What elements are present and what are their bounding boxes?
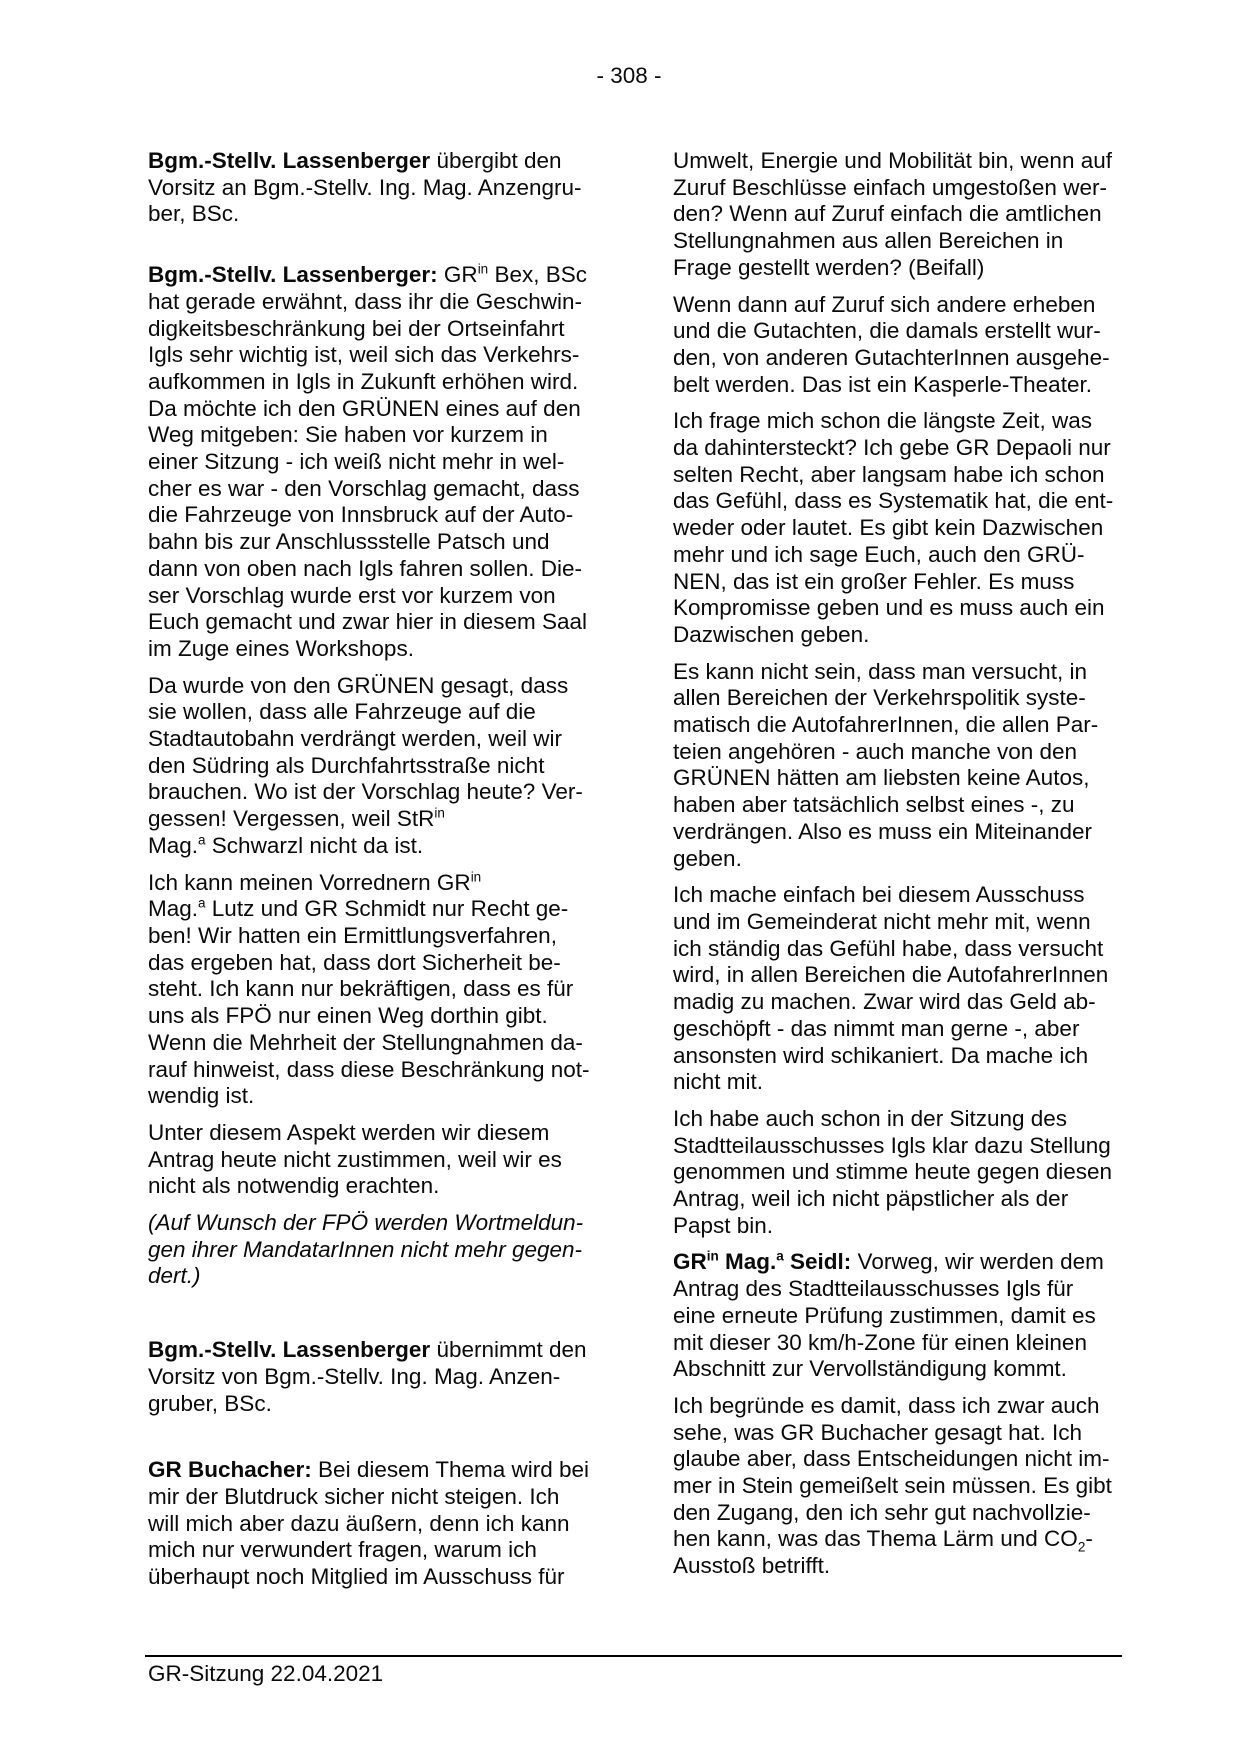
text-segment: Bei diesem Thema wird bei: [311, 1457, 590, 1483]
text-segment: nicht mit.: [673, 1069, 764, 1095]
text-segment: in: [470, 869, 482, 885]
paragraph: [148, 1457, 603, 1591]
text-segment: belt werden. Das ist ein Kasperle-Theater.: [673, 371, 1092, 397]
text-segment: 2: [1077, 1539, 1086, 1555]
text-segment: a: [198, 895, 206, 911]
text-segment: den? Wenn auf Zuruf einfach die amtlichen: [673, 201, 1102, 227]
text-segment: will mich aber dazu äußern, denn ich kann: [148, 1510, 570, 1536]
text-segment: GR Buchacher:: [148, 1457, 312, 1483]
text-segment: Antrag heute nicht zustimmen, weil wir es: [148, 1146, 562, 1172]
text-segment: Vorsitz an Bgm.-Stellv. Ing. Mag. Anzengru-: [148, 174, 582, 200]
text-segment: in: [706, 1248, 719, 1264]
text-segment: Mag.: [148, 896, 199, 922]
text-segment: Seidl:: [783, 1249, 852, 1275]
text-segment: bahn bis zur Anschlussstelle Patsch und: [148, 529, 550, 555]
paragraph: [673, 1393, 1118, 1580]
paragraph: [148, 262, 603, 663]
text-segment: sie wollen, dass alle Fahrzeuge auf die: [148, 699, 536, 725]
text-segment: Stadtteilausschusses Igls klar dazu Stellung: [673, 1132, 1111, 1158]
paragraph: [148, 1120, 603, 1200]
text-segment: Vorweg, wir werden dem: [851, 1249, 1104, 1275]
text-segment: sehe, was GR Buchacher gesagt hat. Ich: [673, 1419, 1082, 1445]
text-segment: wird, in allen Bereichen die AutofahrerInnen: [673, 962, 1109, 988]
text-segment: a: [198, 832, 206, 848]
text-segment: Bgm.-Stellv. Lassenberger: [148, 148, 431, 173]
text-segment: steht. Ich kann nur bekräftigen, dass es für: [148, 976, 574, 1002]
text-segment: verdrängen. Also es muss ein Miteinander: [673, 818, 1092, 844]
text-segment: Dazwischen geben.: [673, 621, 870, 647]
text-segment: Unter diesem Aspekt werden wir diesem: [148, 1119, 550, 1145]
text-segment: madig zu machen. Zwar wird das Geld ab-: [673, 989, 1096, 1015]
text-segment: Umwelt, Energie und Mobilität bin, wenn auf: [673, 148, 1112, 173]
text-segment: in: [477, 261, 489, 277]
text-segment: (Auf Wunsch der FPÖ werden Wortmeldun-: [148, 1210, 584, 1236]
text-segment: Schwarzl nicht da ist.: [205, 832, 424, 858]
text-segment: die Fahrzeuge von Innsbruck auf der Auto-: [148, 502, 574, 528]
text-segment: Antrag des Stadtteilausschusses Igls für: [673, 1276, 1074, 1302]
text-segment: Da wurde von den GRÜNEN gesagt, dass: [148, 672, 569, 698]
paragraph: [148, 870, 603, 1110]
paragraph: [673, 1249, 1118, 1383]
text-segment: das ergeben hat, dass dort Sicherheit be-: [148, 949, 561, 975]
text-segment: GR: [673, 1249, 707, 1275]
text-segment: Stadtautobahn verdrängt werden, weil wir: [148, 726, 562, 752]
text-segment: Papst bin.: [673, 1212, 774, 1238]
text-segment: haben aber tatsächlich selbst eines -, zu: [673, 792, 1075, 818]
text-segment: in: [434, 805, 445, 821]
footer-divider: [145, 1655, 1122, 1657]
text-segment: ben! Wir hatten ein Ermittlungsverfahren,: [148, 922, 557, 948]
text-segment: NEN, das ist ein großer Fehler. Es muss: [673, 568, 1075, 594]
text-segment: den Südring als Durchfahrtsstraße nicht: [148, 752, 545, 778]
text-segment: Vorsitz von Bgm.-Stellv. Ing. Mag. Anzen-: [148, 1363, 561, 1389]
text-segment: Ich kann meinen Vorrednern GR: [148, 869, 471, 895]
paragraph: [148, 1210, 603, 1290]
text-segment: selten Recht, aber langsam habe ich schon: [673, 461, 1105, 487]
text-segment: dert.): [148, 1263, 201, 1289]
text-segment: gruber, BSc.: [148, 1390, 272, 1416]
text-segment: Es kann nicht sein, dass man versucht, in: [673, 658, 1087, 684]
text-segment: Ausstoß betrifft.: [673, 1553, 831, 1579]
text-segment: rauf hinweist, dass diese Beschränkung not-: [148, 1056, 590, 1082]
paragraph: [673, 292, 1118, 399]
text-segment: da dahintersteckt? Ich gebe GR Depaoli nur: [673, 435, 1111, 461]
text-segment: und im Gemeinderat nicht mehr mit, wenn: [673, 908, 1091, 934]
text-segment: Euch gemacht und zwar hier in diesem Saal: [148, 609, 587, 635]
text-segment: ansonsten wird schikaniert. Da mache ich: [673, 1042, 1089, 1068]
text-segment: Weg mitgeben: Sie haben vor kurzem in: [148, 422, 548, 448]
paragraph: [673, 659, 1118, 873]
paragraph: [673, 1106, 1118, 1240]
text-segment: Da möchte ich den GRÜNEN eines auf den: [148, 395, 581, 421]
text-segment: mit dieser 30 km/h-Zone für einen kleinen: [673, 1329, 1087, 1355]
text-segment: matisch die AutofahrerInnen, die allen Par-: [673, 712, 1099, 738]
text-segment: einer Sitzung - ich weiß nicht mehr in wel-: [148, 449, 565, 475]
text-segment: -: [1085, 1526, 1093, 1552]
text-segment: mer in Stein gemeißelt sein müssen. Es gibt: [673, 1473, 1112, 1499]
text-segment: hat gerade erwähnt, dass ihr die Geschwin-: [148, 288, 582, 314]
text-segment: und die Gutachten, die damals erstellt wur-: [673, 318, 1101, 344]
text-segment: mich nur verwundert fragen, warum ich: [148, 1537, 537, 1563]
text-segment: wendig ist.: [148, 1083, 255, 1109]
text-segment: ich ständig das Gefühl habe, dass versucht: [673, 935, 1104, 961]
text-segment: glaube aber, dass Entscheidungen nicht im-: [673, 1446, 1110, 1472]
text-segment: ber, BSc.: [148, 201, 240, 227]
text-segment: Wenn dann auf Zuruf sich andere erheben: [673, 291, 1096, 317]
text-segment: überhaupt noch Mitglied im Ausschuss für: [148, 1564, 565, 1590]
text-segment: Bex, BSc: [488, 262, 587, 288]
paragraph: [673, 882, 1118, 1096]
text-segment: Lutz und GR Schmidt nur Recht ge-: [205, 896, 569, 922]
text-segment: genommen und stimme heute gegen diesen: [673, 1159, 1113, 1185]
text-segment: übernimmt den: [430, 1337, 587, 1363]
text-segment: gen ihrer MandatarInnen nicht mehr gegen-: [148, 1236, 583, 1262]
text-segment: mehr und ich sage Euch, auch den GRÜ-: [673, 541, 1085, 567]
text-segment: Antrag, weil ich nicht päpstlicher als der: [673, 1186, 1069, 1212]
column-right: [673, 148, 1118, 1590]
text-segment: geschöpft - das nimmt man gerne -, aber: [673, 1015, 1080, 1041]
text-segment: Ich mache einfach bei diesem Ausschuss: [673, 882, 1085, 908]
text-segment: allen Bereichen der Verkehrspolitik syste-: [673, 685, 1086, 711]
page-number: - 308 -: [596, 63, 662, 88]
text-segment: a: [776, 1248, 784, 1264]
paragraph: [673, 148, 1118, 282]
text-segment: GRÜNEN hätten am liebsten keine Autos,: [673, 765, 1090, 791]
text-segment: uns als FPÖ nur einen Weg dorthin gibt.: [148, 1003, 548, 1029]
text-columns: [148, 148, 1128, 1601]
paragraph: [673, 408, 1118, 648]
footer-text: GR-Sitzung 22.04.2021: [148, 1661, 384, 1686]
paragraph: [148, 1337, 603, 1417]
text-segment: ser Vorschlag wurde erst vor kurzem von: [148, 582, 556, 608]
text-segment: digkeitsbeschränkung bei der Ortseinfahrt: [148, 315, 565, 341]
column-left: [148, 148, 603, 1601]
paragraph: [148, 148, 603, 228]
text-segment: Abschnitt zur Vervollständigung kommt.: [673, 1356, 1067, 1382]
text-segment: mir der Blutdruck sicher nicht steigen. Ich: [148, 1483, 560, 1509]
paragraph: [148, 673, 603, 860]
text-segment: gessen! Vergessen, weil StR: [148, 806, 435, 832]
text-segment: übergibt den: [430, 148, 562, 173]
text-segment: Mag.: [148, 832, 199, 858]
text-segment: den, von anderen GutachterInnen ausgehe-: [673, 344, 1110, 370]
text-segment: Ich frage mich schon die längste Zeit, was: [673, 408, 1092, 434]
text-segment: Igls sehr wichtig ist, weil sich das Verkehrs-: [148, 342, 580, 368]
text-segment: cher es war - den Vorschlag gemacht, dass: [148, 475, 580, 501]
text-segment: teien angehören - auch manche von den: [673, 738, 1078, 764]
text-segment: Kompromisse geben und es muss auch ein: [673, 595, 1105, 621]
text-segment: brauchen. Wo ist der Vorschlag heute? Ver-: [148, 779, 583, 805]
text-segment: geben.: [673, 845, 742, 871]
text-segment: aufkommen in Igls in Zukunft erhöhen wird.: [148, 368, 579, 394]
text-segment: Bgm.-Stellv. Lassenberger:: [148, 262, 438, 288]
text-segment: hen kann, was das Thema Lärm und CO: [673, 1526, 1078, 1552]
text-segment: Wenn die Mehrheit der Stellungnahmen da-: [148, 1029, 583, 1055]
text-segment: Frage gestellt werden? (Beifall): [673, 254, 985, 280]
text-segment: dann von oben nach Igls fahren sollen. Die-: [148, 555, 583, 581]
text-segment: nicht als notwendig erachten.: [148, 1173, 440, 1199]
text-segment: das Gefühl, dass es Systematik hat, die ent-: [673, 488, 1114, 514]
text-segment: Bgm.-Stellv. Lassenberger: [148, 1337, 431, 1363]
text-segment: Ich habe auch schon in der Sitzung des: [673, 1105, 1068, 1131]
text-segment: im Zuge eines Workshops.: [148, 635, 414, 661]
text-segment: GR: [437, 262, 478, 288]
text-segment: weder oder lautet. Es gibt kein Dazwischen: [673, 515, 1104, 541]
text-segment: Stellungnahmen aus allen Bereichen in: [673, 228, 1064, 254]
text-segment: eine erneute Prüfung zustimmen, damit es: [673, 1302, 1096, 1328]
text-segment: Mag.: [718, 1249, 777, 1275]
text-segment: Zuruf Beschlüsse einfach umgestoßen wer-: [673, 174, 1107, 200]
text-segment: den Zugang, den ich sehr gut nachvollzie-: [673, 1499, 1091, 1525]
text-segment: Ich begründe es damit, dass ich zwar auch: [673, 1392, 1100, 1418]
